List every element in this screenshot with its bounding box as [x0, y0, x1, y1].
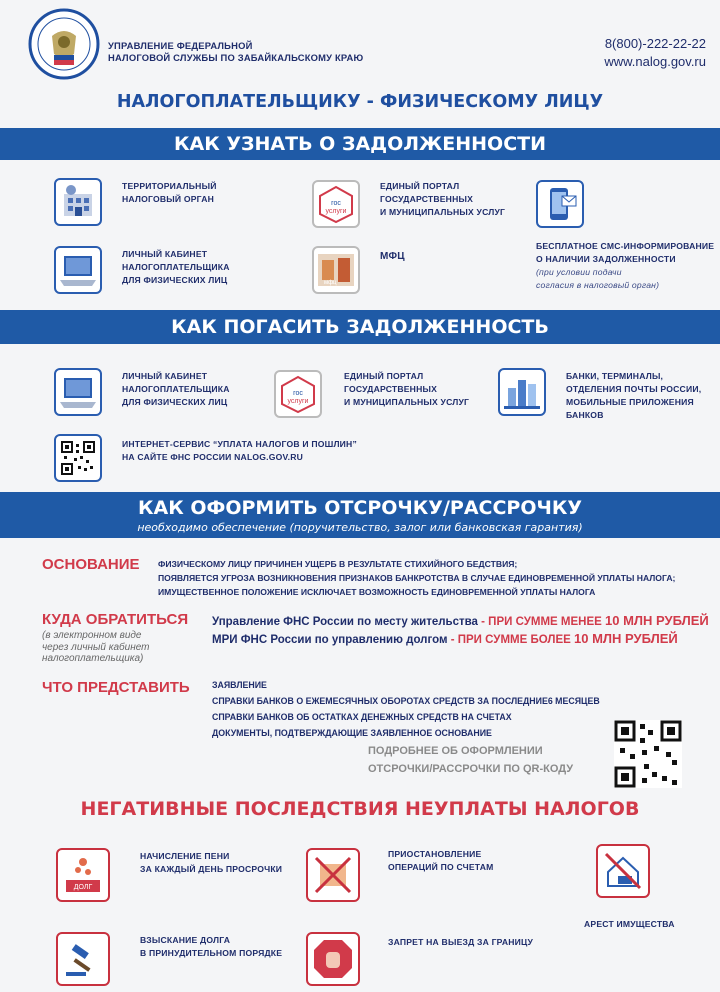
- qr-code-icon[interactable]: [54, 434, 102, 482]
- section1-title: КАК УЗНАТЬ О ЗАДОЛЖЕННОСТИ: [0, 128, 720, 160]
- s4-item-arrest: АРЕСТ ИМУЩЕСТВА: [584, 919, 675, 929]
- svg-text:услуги: услуги: [325, 208, 347, 215]
- s2-item-cabinet: ЛИЧНЫЙ КАБИНЕТ НАЛОГОПЛАТЕЛЬЩИКА ДЛЯ ФИЗИЧЕСКИХ ЛИЦ: [122, 371, 230, 407]
- sms-phone-icon: [536, 180, 584, 228]
- s1-item-sms: БЕСПЛАТНОЕ СМС-ИНФОРМИРОВАНИЕ О НАЛИЧИИ ЗАДОЛЖЕННОСТИ (при условии подачи согласия в налоговый орган): [536, 241, 715, 290]
- tax-office-icon: [54, 178, 102, 226]
- submit-list: ЗАЯВЛЕНИЕ СПРАВКИ БАНКОВ О ЕЖЕМЕСЯЧНЫХ ОБОРОТАХ СРЕДСТВ ЗА ПОСЛЕДНИЕ6 МЕСЯЦЕВ СПРАВКИ БАНКОВ ОБ ОСТАТКАХ ДЕНЕЖНЫХ СРЕДСТВ НА СЧЕТАХ ДОКУМЕНТЫ, ПОДТВЕРЖДАЮЩИЕ ЗАЯВЛЕННОЕ ОСНОВАНИЕ: [212, 680, 600, 738]
- phone: 8(800)-222-22-22: [604, 36, 706, 51]
- laptop-icon: [54, 246, 102, 294]
- section2-title: КАК ПОГАСИТЬ ЗАДОЛЖЕННОСТЬ: [0, 310, 720, 344]
- section4-title: НЕГАТИВНЫЕ ПОСЛЕДСТВИЯ НЕУПЛАТЫ НАЛОГОВ: [80, 798, 640, 820]
- org-name: УПРАВЛЕНИЕ ФЕДЕРАЛЬНОЙ НАЛОГОВОЙ СЛУЖБЫ ПО ЗАБАЙКАЛЬСКОМУ КРАЮ: [108, 40, 364, 63]
- section3-subtitle: необходимо обеспечение (поручительство, залог или банковская гарантия): [137, 521, 583, 534]
- svg-text:гос: гос: [293, 390, 303, 397]
- svg-text:ДОЛГ: ДОЛГ: [73, 884, 93, 891]
- s1-item-gosuslugi: ЕДИНЫЙ ПОРТАЛ ГОСУДАРСТВЕННЫХ И МУНИЦИПАЛЬНЫХ УСЛУГ: [380, 181, 506, 217]
- laptop-icon: [54, 368, 102, 416]
- gosuslugi-icon: [312, 180, 360, 228]
- mfc-icon: [312, 246, 360, 294]
- s1-item-cabinet: ЛИЧНЫЙ КАБИНЕТ НАЛОГОПЛАТЕЛЬЩИКА ДЛЯ ФИЗИЧЕСКИХ ЛИЦ: [122, 249, 230, 285]
- s4-item-travel-ban: ЗАПРЕТ НА ВЫЕЗД ЗА ГРАНИЦУ: [388, 937, 534, 947]
- s2-item-banks: БАНКИ, ТЕРМИНАЛЫ, ОТДЕЛЕНИЯ ПОЧТЫ РОССИИ, МОБИЛЬНЫЕ ПРИЛОЖЕНИЯ БАНКОВ: [566, 371, 702, 420]
- where-line1: Управление ФНС России по месту жительства - ПРИ СУММЕ МЕНЕЕ 10 МЛН РУБЛЕЙ: [212, 613, 709, 628]
- submit-label: ЧТО ПРЕДСТАВИТЬ: [42, 679, 190, 696]
- header: [0, 0, 720, 86]
- s4-item-enforced: ВЗЫСКАНИЕ ДОЛГА В ПРИНУДИТЕЛЬНОМ ПОРЯДКЕ: [140, 935, 283, 958]
- s1-item-mfc: МФЦ: [380, 251, 405, 262]
- s4-item-suspend: ПРИОСТАНОВЛЕНИЕ ОПЕРАЦИЙ ПО СЧЕТАМ: [388, 849, 494, 872]
- svg-text:мфц: мфц: [324, 280, 337, 286]
- qr-code-icon[interactable]: [614, 720, 682, 788]
- property-arrest-icon: [596, 844, 650, 898]
- gosuslugi-icon: [274, 370, 322, 418]
- travel-ban-icon: [306, 932, 360, 986]
- basis-label: ОСНОВАНИЕ: [42, 556, 140, 573]
- where-label: КУДА ОБРАТИТЬСЯ: [42, 611, 189, 628]
- basis-text: ФИЗИЧЕСКОМУ ЛИЦУ ПРИЧИНЕН УЩЕРБ В РЕЗУЛЬТАТЕ СТИХИЙНОГО БЕДСТВИЯ; ПОЯВЛЯЕТСЯ УГРОЗА ВОЗНИКНОВЕНИЯ ПРИЗНАКОВ БАНКРОТСТВА В СЛУЧАЕ ЕДИНОВРЕМЕННОЙ УПЛАТЫ НАЛОГА; ИМУЩЕСТВЕННОЕ ПОЛОЖЕНИЕ ИСКЛЮЧАЕТ ВОЗМОЖНОСТЬ ЕДИНОВРЕМЕННОЙ УПЛАТЫ НАЛОГА: [158, 559, 676, 597]
- more-info: ПОДРОБНЕЕ ОБ ОФОРМЛЕНИИ ОТСРОЧКИ/РАССРОЧКИ ПО QR-КОДУ: [368, 745, 574, 775]
- section3-title-bar: [0, 492, 720, 538]
- svg-text:гос: гос: [331, 200, 341, 207]
- bank-building-icon: [498, 368, 546, 416]
- where-note: (в электронном виде через личный кабинет налогоплательщика): [42, 630, 150, 664]
- fns-emblem-icon: [28, 8, 100, 80]
- s2-item-gosuslugi: ЕДИНЫЙ ПОРТАЛ ГОСУДАРСТВЕННЫХ И МУНИЦИПАЛЬНЫХ УСЛУГ: [344, 371, 470, 407]
- blocked-account-icon: [306, 848, 360, 902]
- penalty-debt-icon: [56, 848, 110, 902]
- where-line2: МРИ ФНС России по управлению долгом - ПРИ СУММЕ БОЛЕЕ 10 МЛН РУБЛЕЙ: [212, 631, 678, 646]
- site-link[interactable]: www.nalog.gov.ru: [604, 54, 706, 69]
- s4-item-penalty: НАЧИСЛЕНИЕ ПЕНИ ЗА КАЖДЫЙ ДЕНЬ ПРОСРОЧКИ: [140, 851, 283, 874]
- section3-title: КАК ОФОРМИТЬ ОТСРОЧКУ/РАССРОЧКУ: [137, 497, 583, 519]
- gavel-icon: [56, 932, 110, 986]
- svg-text:услуги: услуги: [287, 398, 309, 405]
- s2-item-internet-service: ИНТЕРНЕТ-СЕРВИС “УПЛАТА НАЛОГОВ И ПОШЛИН” НА САЙТЕ ФНС РОССИИ NALOG.GOV.RU: [122, 439, 357, 462]
- main-title: НАЛОГОПЛАТЕЛЬЩИКУ - ФИЗИЧЕСКОМУ ЛИЦУ: [116, 92, 604, 112]
- s1-item-tax-office: ТЕРРИТОРИАЛЬНЫЙ НАЛОГОВЫЙ ОРГАН: [122, 181, 217, 204]
